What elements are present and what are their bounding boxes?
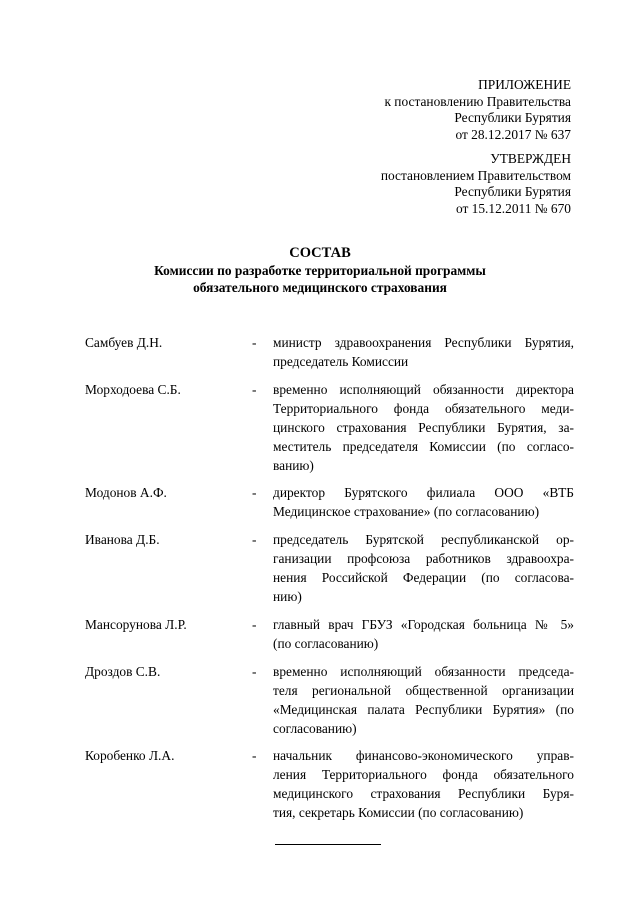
document-subtitle-line: обязательного медицинского страхования (193, 280, 447, 295)
member-role (273, 530, 574, 606)
role-line: «Медицинская палата Республики Бурятия» (по (273, 702, 574, 717)
role-line: нию) (273, 589, 302, 604)
member-name: Иванова Д.Б. (85, 532, 160, 547)
member-role (273, 615, 574, 653)
role-line: ганизации профсоюза работников здравоохра- (273, 551, 574, 566)
end-of-document-line (275, 844, 381, 845)
member-name: Модонов А.Ф. (85, 485, 167, 500)
role-line: ления Территориального фонда обязательного (273, 767, 574, 782)
member-role (273, 746, 574, 822)
role-line: медицинского страхования Республики Буря- (273, 786, 574, 801)
appendix-line: Республики Бурятия (454, 110, 571, 125)
member-dash: - (252, 748, 257, 763)
approved-line: постановлением Правительством (380, 167, 571, 183)
approved-date: от 15.12.2011 № 670 (455, 200, 571, 216)
member-dash: - (252, 335, 257, 350)
member-name: Коробенко Л.А. (85, 748, 175, 763)
member-name: Дроздов С.В. (85, 664, 161, 679)
role-line: директор Бурятского филиала ООО «ВТБ (273, 485, 574, 500)
appendix-line: к постановлению Правительства (384, 93, 571, 109)
role-line: временно исполняющий обязанности председа- (273, 664, 574, 679)
member-dash: - (252, 617, 257, 632)
role-line: теля региональной общественной организации (273, 683, 574, 698)
member-dash: - (252, 382, 257, 397)
member-dash: - (252, 485, 257, 500)
member-name: Морходоева С.Б. (85, 382, 181, 397)
appendix-title: ПРИЛОЖЕНИЕ (478, 77, 571, 92)
member-dash: - (252, 664, 257, 679)
member-role (273, 333, 574, 371)
role-line: меститель председателя Комиссии (по согласо- (273, 439, 574, 454)
approved-title: УТВЕРЖДЕН (490, 151, 571, 166)
role-line: начальник финансово-экономического управ- (273, 748, 574, 763)
role-line: главный врач ГБУЗ «Городская больница № 5» (273, 617, 574, 632)
role-line: временно исполняющий обязанности директора (273, 382, 574, 397)
role-line: Территориального фонда обязательного меди- (273, 401, 574, 416)
role-line: ванию) (273, 458, 314, 473)
member-role (273, 662, 574, 738)
role-line: министр здравоохранения Республики Бурятия, (273, 335, 574, 350)
document-subtitle-line: Комиссии по разработке территориальной программы (154, 263, 486, 278)
role-line: Медицинское страхование» (по согласованию) (273, 504, 540, 519)
approved-line: Республики Бурятия (454, 184, 571, 199)
role-line: цинского страхования Республики Бурятия, за- (273, 420, 574, 435)
role-line: согласованию) (273, 721, 357, 736)
member-name: Самбуев Д.Н. (85, 335, 163, 350)
member-dash: - (252, 532, 257, 547)
approved-block (381, 151, 571, 217)
appendix-date: от 28.12.2017 № 637 (455, 126, 571, 142)
document-title-block (0, 244, 640, 296)
document-title: СОСТАВ (289, 245, 351, 261)
role-line: председатель Бурятской республиканской ор- (273, 532, 574, 547)
role-line: тия, секретарь Комиссии (по согласованию) (273, 805, 524, 820)
member-role (273, 380, 574, 475)
role-line: нения Российской Федерации (по согласова- (273, 570, 574, 585)
appendix-block (384, 77, 571, 143)
role-line: председатель Комиссии (273, 354, 409, 369)
member-name: Мансорунова Л.Р. (85, 617, 187, 632)
role-line: (по согласованию) (273, 636, 379, 651)
member-role (273, 483, 574, 521)
